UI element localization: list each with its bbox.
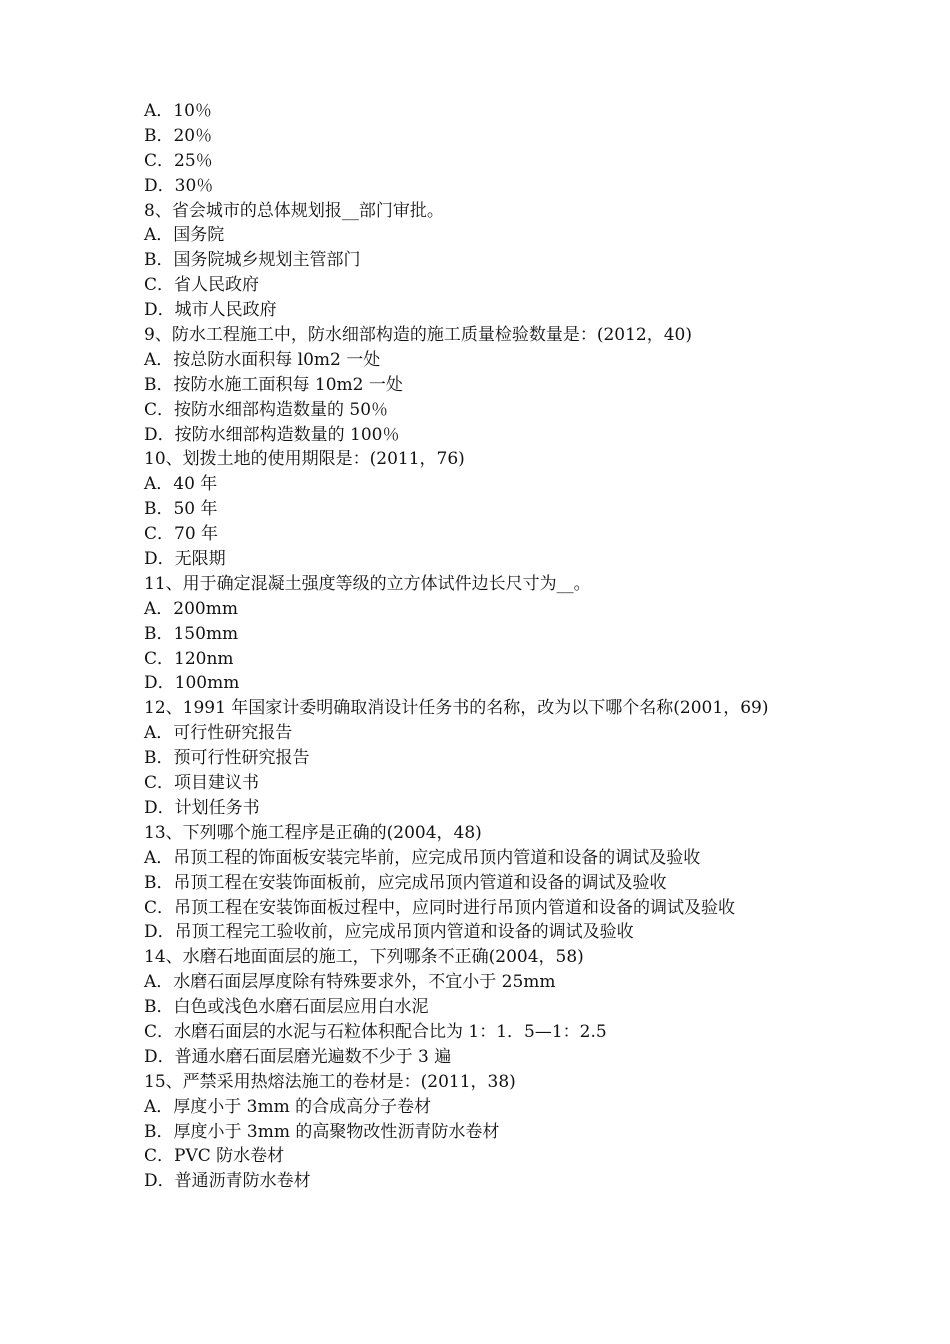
answer-option: A．吊顶工程的饰面板安装完毕前，应完成吊顶内管道和设备的调试及验收 (144, 847, 701, 868)
answer-option: C．项目建议书 (144, 773, 260, 794)
answer-option: B．预可行性研究报告 (144, 748, 310, 769)
answer-option: B．20％ (144, 125, 213, 146)
answer-option: A．按总防水面积每 l0m2 一处 (144, 349, 381, 370)
answer-option: A．40 年 (144, 474, 218, 495)
question-text: 10、划拨土地的使用期限是：(2011，76) (144, 449, 465, 470)
answer-option: A．水磨石面层厚度除有特殊要求外，不宜小于 25mm (144, 972, 556, 993)
answer-option: B．白色或浅色水磨石面层应用白水泥 (144, 997, 429, 1018)
answer-option: D．吊顶工程完工验收前，应完成吊顶内管道和设备的调试及验收 (144, 922, 634, 943)
answer-option: C．25％ (144, 150, 213, 171)
answer-option: D．城市人民政府 (144, 300, 277, 321)
answer-option: D．普通水磨石面层磨光遍数不少于 3 遍 (144, 1046, 452, 1067)
answer-option: C．70 年 (144, 524, 219, 545)
question-text: 13、下列哪个施工程序是正确的(2004，48) (144, 822, 482, 843)
answer-option: A．10％ (144, 101, 212, 121)
question-text: 14、水磨石地面面层的施工，下列哪条不正确(2004，58) (144, 947, 584, 968)
question-text: 12、1991 年国家计委明确取消设计任务书的名称，改为以下哪个名称(2001，69) (144, 698, 769, 719)
answer-option: B．150mm (144, 623, 239, 644)
answer-option: D．普通沥青防水卷材 (144, 1171, 311, 1192)
answer-option: C．120nm (144, 648, 234, 669)
question-text: 8、省会城市的总体规划报__部门审批。 (144, 200, 444, 221)
answer-option: B．吊顶工程在安装饰面板前，应完成吊顶内管道和设备的调试及验收 (144, 872, 667, 893)
answer-option: B．50 年 (144, 499, 218, 520)
answer-option: D．无限期 (144, 549, 226, 570)
answer-option: B．按防水施工面积每 10m2 一处 (144, 374, 403, 395)
answer-option: B．国务院城乡规划主管部门 (144, 250, 361, 271)
answer-option: A．国务院 (144, 225, 225, 246)
question-text: 9、防水工程施工中，防水细部构造的施工质量检验数量是：(2012，40) (144, 325, 692, 346)
answer-option: C．PVC 防水卷材 (144, 1146, 285, 1167)
answer-option: C．按防水细部构造数量的 50％ (144, 399, 389, 420)
answer-option: A．200mm (144, 598, 238, 619)
question-text: 15、严禁采用热熔法施工的卷材是：(2011，38) (144, 1071, 516, 1092)
question-text: 11、用于确定混凝土强度等级的立方体试件边长尺寸为__。 (144, 573, 591, 594)
answer-option: C．水磨石面层的水泥与石粒体积配合比为 1：1．5—1：2.5 (144, 1021, 607, 1042)
answer-option: D．按防水细部构造数量的 100％ (144, 424, 400, 445)
answer-option: A．可行性研究报告 (144, 723, 293, 744)
answer-option: D．30％ (144, 175, 214, 196)
document-body (144, 99, 844, 1194)
answer-option: B．厚度小于 3mm 的高聚物改性沥青防水卷材 (144, 1121, 500, 1142)
answer-option: C．吊顶工程在安装饰面板过程中，应同时进行吊顶内管道和设备的调试及验收 (144, 897, 736, 918)
answer-option: C．省人民政府 (144, 275, 260, 296)
answer-option: D．计划任务书 (144, 797, 260, 818)
answer-option: A．厚度小于 3mm 的合成高分子卷材 (144, 1096, 432, 1117)
answer-option: D．100mm (144, 673, 240, 694)
